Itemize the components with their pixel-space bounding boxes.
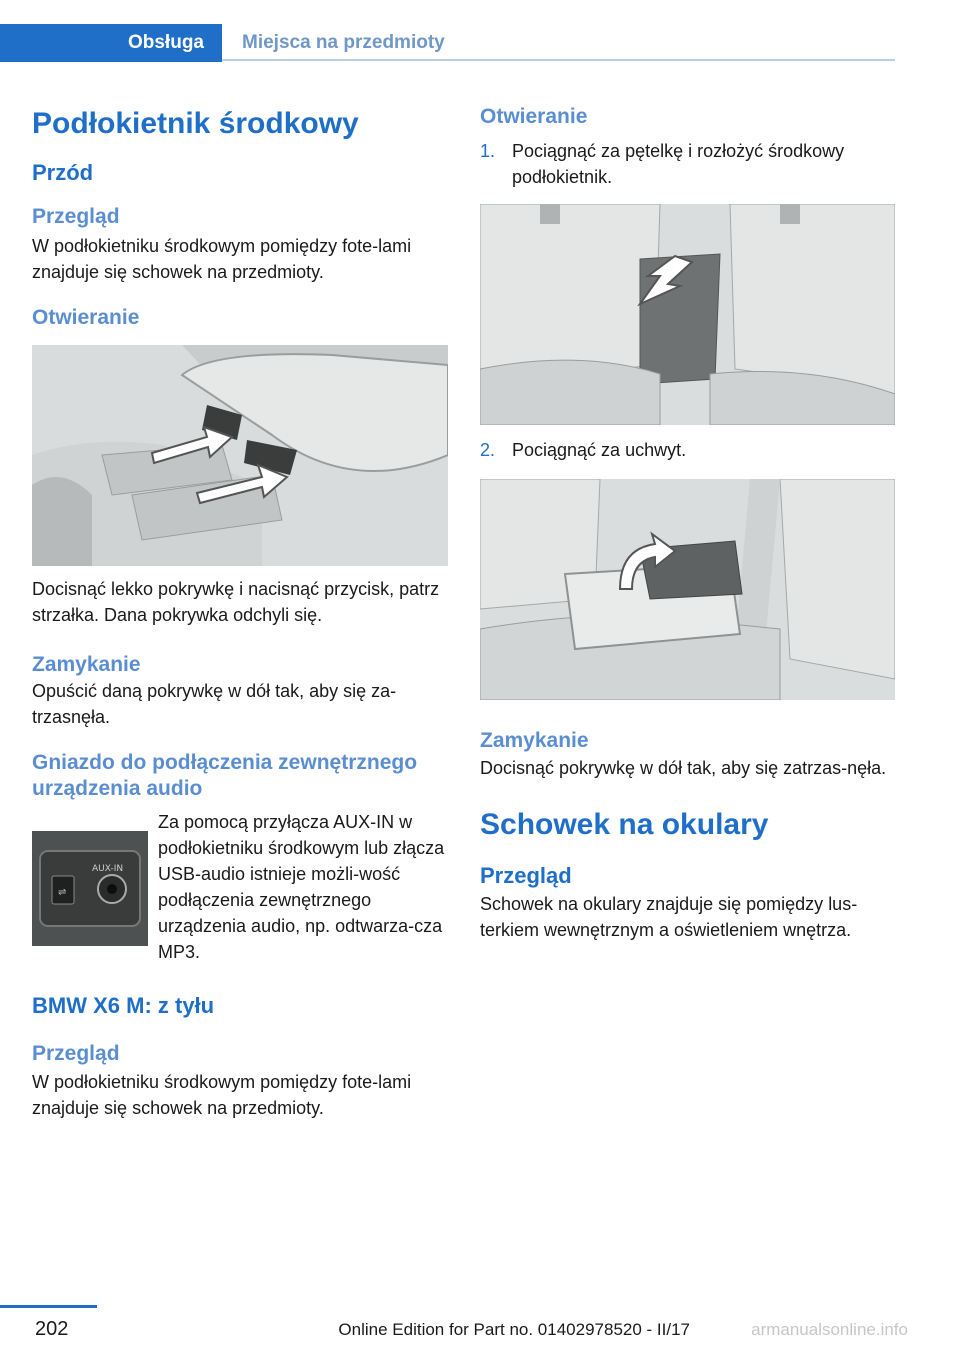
tab-miejsca-na-przedmioty[interactable]: Miejsca na przedmioty — [242, 32, 445, 53]
header-tabbar — [0, 24, 895, 62]
edition-info: Online Edition for Part no. 01402978520 - II/17 — [338, 1320, 690, 1339]
audio-socket-text: Za pomocą przyłącza AUX-IN w podłokietniku środkowym lub złącza USB-audio istnieje możli‐wość podłączenia zewnętrznego urządzenia audio, np. odtwarza‐cza MP3. — [158, 811, 445, 962]
glasses-overview-text: Schowek na okulary znajduje się pomiędzy lus‐terkiem wewnętrznym a oświetleniem wnętrza. — [480, 893, 858, 940]
usb-icon: ⇌ — [58, 886, 67, 898]
step-text: Pociągnąć za uchwyt. — [512, 440, 687, 461]
front-heading: Przód — [32, 160, 94, 185]
header-divider — [222, 59, 895, 61]
rear-overview-text: W podłokietniku środkowym pomiędzy fote‐lami znajduje się schowek na przedmioty. — [32, 1072, 412, 1119]
aux-usb-socket-image — [32, 831, 148, 946]
right-closing-text: Docisnąć pokrywkę w dół tak, aby się zatrzas‐nęła. — [480, 757, 887, 778]
page-number: 202 — [35, 1318, 69, 1340]
step-number: 1. — [480, 141, 496, 162]
opening-text: Docisnąć lekko pokrywkę i nacisnąć przycisk, patrz strzałka. Dana pokrywka odchyli się. — [32, 578, 440, 625]
rear-overview-heading: Przegląd — [32, 1042, 120, 1066]
audio-socket-heading: Gniazdo do podłączenia zewnętrznego urządzenia audio — [32, 751, 418, 801]
step-number: 2. — [480, 440, 496, 461]
right-opening-heading: Otwieranie — [480, 105, 588, 128]
armrest-front-image — [32, 345, 448, 566]
rear-seat-armrest-image — [480, 204, 895, 425]
rear-armrest-handle-image — [480, 479, 895, 700]
footer-rule — [0, 1305, 97, 1308]
right-column — [480, 96, 898, 943]
overview-text: W podłokietniku środkowym pomiędzy fote‐lami znajduje się schowek na przedmioty. — [32, 235, 412, 282]
watermark: armanualsonline.info — [751, 1320, 908, 1339]
overview-heading: Przegląd — [32, 205, 120, 229]
audio-socket-block — [32, 809, 450, 965]
tab-obsluga[interactable]: Obsługa — [0, 24, 222, 62]
opening-heading: Otwieranie — [32, 305, 140, 329]
left-column — [32, 96, 450, 1121]
right-closing-heading: Zamykanie — [480, 729, 589, 753]
step-1 — [480, 138, 898, 190]
page-title: Podłokietnik środkowy — [32, 107, 359, 140]
step-text: Pociągnąć za pętelkę i rozłożyć środkowy podłokietnik. — [512, 141, 845, 188]
step-2 — [480, 437, 898, 463]
glasses-overview-heading: Przegląd — [480, 862, 572, 888]
closing-heading: Zamykanie — [32, 652, 141, 676]
closing-text: Opuścić daną pokrywkę w dół tak, aby się za‐trzasnęła. — [32, 681, 397, 728]
glasses-title: Schowek na okulary — [480, 807, 769, 841]
rear-heading: BMW X6 M: z tyłu — [32, 992, 215, 1018]
aux-label: AUX-IN — [92, 863, 124, 874]
